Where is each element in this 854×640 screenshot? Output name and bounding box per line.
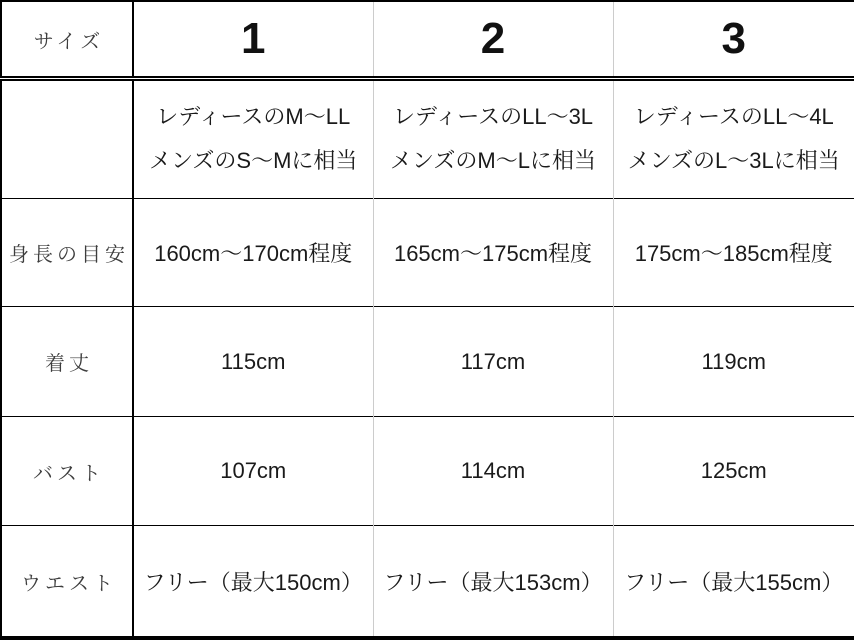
row-label-waist: ウエスト [1,526,133,638]
equivalence-size3-cell [613,79,854,199]
size-header-label: サイズ [1,1,133,79]
waist-size1-cell: フリー（最大150cm） [133,526,373,638]
equivalence-size1-line2: メンズのS〜Mに相当 [149,148,358,174]
bust-size1-cell: 107cm [133,416,373,526]
equivalence-size1-cell [133,79,373,199]
equivalence-size3-line2: メンズのL〜3Lに相当 [627,148,840,174]
equivalence-size1-line1: レディースのM〜LL [156,104,351,130]
size-2-header: 2 [373,1,613,79]
bust-size2-cell: 114cm [373,416,613,526]
header-row [1,1,854,79]
equivalence-size2-line2: メンズのM〜Lに相当 [390,148,596,174]
equivalence-size2-line1: レディースのLL〜3L [392,104,594,130]
row-label-equivalence [1,79,133,199]
row-label-bust: バスト [1,416,133,526]
bust-size3-cell: 125cm [613,416,854,526]
height-size3-cell: 175cm〜185cm程度 [613,198,854,307]
waist-size3-cell: フリー（最大155cm） [613,526,854,638]
length-size2-cell: 117cm [373,307,613,417]
height-size1-cell: 160cm〜170cm程度 [133,198,373,307]
waist-size2-cell: フリー（最大153cm） [373,526,613,638]
table-row-garment-length [1,307,854,417]
length-size1-cell: 115cm [133,307,373,417]
row-label-height-guide: 身長の目安 [1,198,133,307]
table-row-height-guide [1,198,854,307]
equivalence-size2-cell [373,79,613,199]
size-3-header: 3 [613,1,854,79]
table-row-waist [1,526,854,638]
height-size2-cell: 165cm〜175cm程度 [373,198,613,307]
row-label-garment-length: 着丈 [1,307,133,417]
equivalence-size3-line1: レディースのLL〜4L [633,104,834,130]
size-1-header: 1 [133,1,373,79]
table-row-bust [1,416,854,526]
table-row-equivalence [1,79,854,199]
length-size3-cell: 119cm [613,307,854,417]
